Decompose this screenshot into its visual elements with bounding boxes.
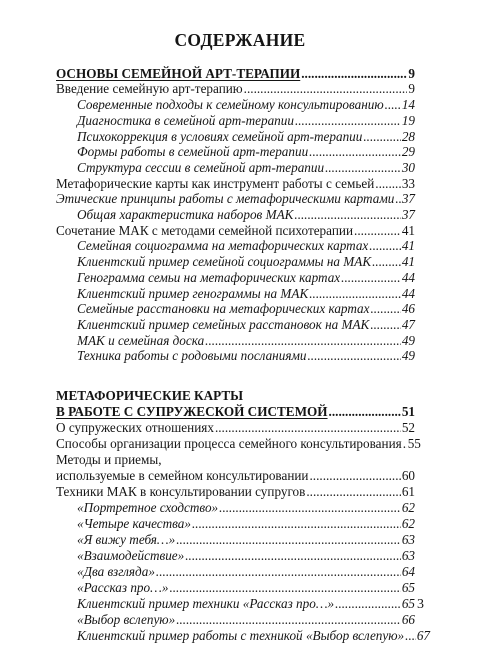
toc-section-2-title-line1: МЕТАФОРИЧЕСКИЕ КАРТЫ [56,388,244,403]
toc-subentry: «Портретное сходство» ..... 62 [77,500,415,516]
toc-section-1-title: ОСНОВЫ СЕМЕЙНОЙ АРТ-ТЕРАПИИ ..... 9 [56,66,415,82]
toc-entry: Этические принципы работы с метафорическими картами ..... 37 [56,191,415,207]
toc-subentry: Клиентский пример семейной социограммы на МАК ..... 41 [77,254,415,270]
toc-subentry: Семейные расстановки на метафорических картах ..... 46 [77,301,415,317]
toc-subentry: Структура сессии в семейной арт-терапии ..... 30 [77,160,415,176]
toc-entry: Сочетание МАК с методами семейной психотерапии ..... 41 [56,223,415,239]
page-title: СОДЕРЖАНИЕ [174,30,306,50]
toc-subentry: Диагностика в семейной арт-терапии ..... 19 [77,113,415,129]
toc-subentry: Клиентский пример семейных расстановок на МАК ..... 47 [77,317,415,333]
toc-subentry: «Я вижу тебя…» ..... 63 [77,532,415,548]
toc-subentry: Генограмма семьи на метафорических картах ..... 44 [77,270,415,286]
toc-section-2-title: В РАБОТЕ С СУПРУЖЕСКОЙ СИСТЕМОЙ ..... 51 [56,404,415,420]
toc-entry: используемые в семейном консультировании ..... 60 [56,468,415,484]
toc-subentry: Клиентский пример техники «Рассказ про…» ..... 65 [77,596,415,612]
toc-subentry: Общая характеристика наборов МАК ..... 37 [77,207,415,223]
toc-subentry: «Выбор вслепую» ..... 66 [77,612,415,628]
toc-subentry: «Два взгляда» ..... 64 [77,564,415,580]
toc-subentry: «Взаимодействие» ..... 63 [77,548,415,564]
toc-entry: Способы организации процесса семейного консультирования ..... 55 [56,436,415,452]
toc-entry: Метафорические карты как инструмент работы с семьей ..... 33 [56,176,415,192]
toc-subentry: Современные подходы к семейному консультированию ..... 14 [77,97,415,113]
toc-entry: О супружеских отношениях ..... 52 [56,420,415,436]
toc-subentry: МАК и семейная доска ..... 49 [77,333,415,349]
toc-subentry: Техника работы с родовыми посланиями ..... 49 [77,348,415,364]
toc-subentry: Психокоррекция в условиях семейной арт-терапии ..... 28 [77,129,415,145]
toc-subentry: Формы работы в семейной арт-терапии ..... 29 [77,144,415,160]
toc-entry: Техники МАК в консультировании супругов ..... 61 [56,484,415,500]
page-number: 3 [417,597,424,612]
toc-subentry: «Четыре качества» ..... 62 [77,516,415,532]
toc-subentry: Семейная социограмма на метафорических картах ..... 41 [77,238,415,254]
toc-subentry: Клиентский пример работы с техникой «Выбор вслепую» ..... 67 [77,628,430,644]
toc-entry-methods-line1: Методы и приемы, [56,452,162,467]
toc-subentry: «Рассказ про…» ..... 65 [77,580,415,596]
toc-subentry: Клиентский пример генограммы на МАК ..... 44 [77,286,415,302]
toc-entry: Введение семейную арт-терапию ..... 9 [56,81,415,97]
